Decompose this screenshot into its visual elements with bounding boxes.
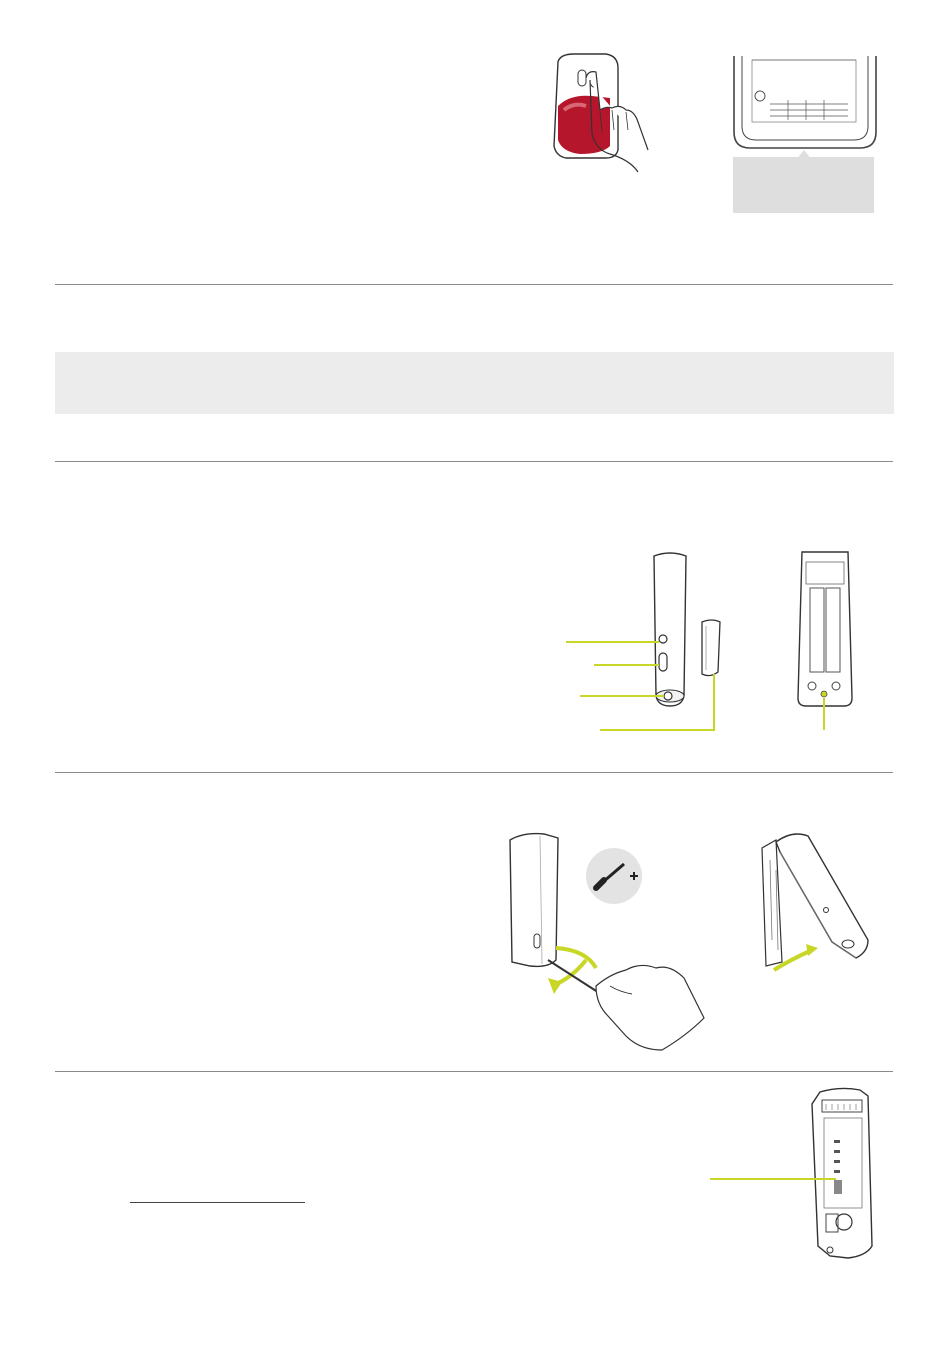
device-open-back-illustration	[790, 548, 870, 733]
section-divider-2	[55, 461, 893, 462]
section-divider-3	[55, 772, 893, 773]
unscrew-device-illustration	[500, 826, 715, 1056]
notice-band	[55, 352, 894, 414]
cover-removed-illustration	[752, 830, 877, 975]
callout-box	[733, 157, 874, 213]
siren-press-illustration	[540, 50, 660, 180]
section-divider-1	[55, 284, 893, 285]
device-internal-board-illustration	[700, 1086, 885, 1266]
device-interior-illustration	[730, 52, 880, 162]
underline-rule	[130, 1202, 305, 1203]
section-divider-4	[55, 1071, 893, 1072]
device-front-illustration	[560, 548, 740, 738]
